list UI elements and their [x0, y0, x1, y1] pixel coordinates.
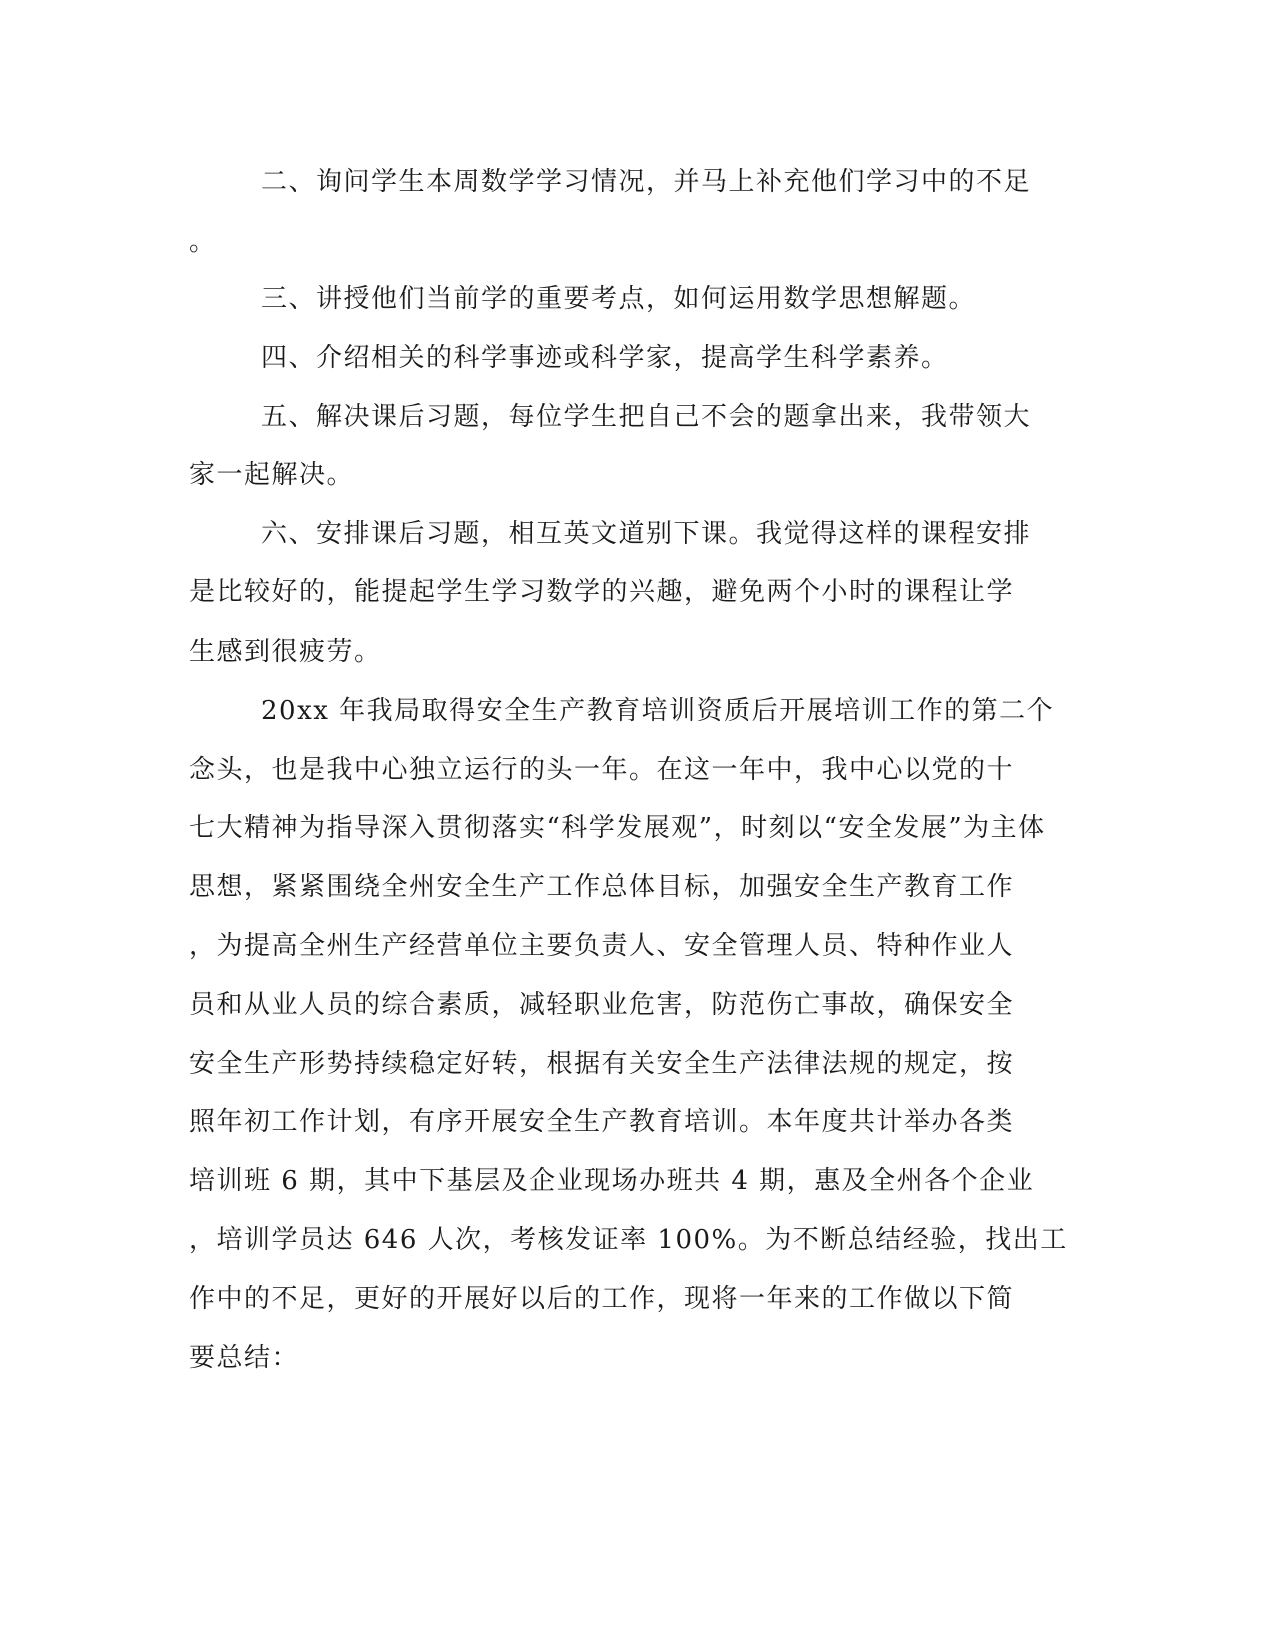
text-line: 六、安排课后习题，相互英文道别下课。我觉得这样的课程安排: [261, 519, 1032, 549]
text-line: 是比较好的，能提起学生学习数学的兴趣，避免两个小时的课程让学: [189, 577, 1015, 607]
text-line: 培训班 6 期，其中下基层及企业现场办班共 4 期，惠及全州各个企业: [189, 1166, 1035, 1196]
text-line: 作中的不足，更好的开展好以后的工作，现将一年来的工作做以下简: [189, 1284, 1015, 1314]
text-line: 念头，也是我中心独立运行的头一年。在这一年中，我中心以党的十: [189, 755, 1015, 785]
text-line: 员和从业人员的综合素质，减轻职业危害，防范伤亡事故，确保安全: [189, 990, 1015, 1020]
text-line: 四、介绍相关的科学事迹或科学家，提高学生科学素养。: [261, 343, 949, 373]
text-line: 要总结：: [189, 1343, 300, 1373]
text-line: 生感到很疲劳。: [189, 637, 382, 667]
text-line: 思想，紧紧围绕全州安全生产工作总体目标，加强安全生产教育工作: [189, 872, 1015, 902]
text-line: ，培训学员达 646 人次，考核发证率 100%。为不断总结经验，找出工: [189, 1225, 1068, 1255]
text-line: 安全生产形势持续稳定好转，根据有关安全生产法律法规的规定，按: [189, 1049, 1015, 1079]
text-line: 七大精神为指导深入贯彻落实“科学发展观”，时刻以“安全发展”为主体: [189, 813, 1046, 843]
text-line: ，为提高全州生产经营单位主要负责人、安全管理人员、特种作业人: [189, 931, 1015, 961]
text-line: 二、询问学生本周数学学习情况，并马上补充他们学习中的不足: [261, 167, 1032, 197]
text-line: 家一起解决。: [189, 460, 355, 490]
text-line: 照年初工作计划，有序开展安全生产教育培训。本年度共计举办各类: [189, 1107, 1015, 1137]
text-line: 20xx 年我局取得安全生产教育培训资质后开展培训工作的第二个: [261, 696, 1055, 726]
text-line: 五、解决课后习题，每位学生把自己不会的题拿出来，我带领大: [261, 402, 1032, 432]
text-line: 三、讲授他们当前学的重要考点，如何运用数学思想解题。: [261, 284, 977, 314]
text-line: 。: [189, 227, 217, 257]
